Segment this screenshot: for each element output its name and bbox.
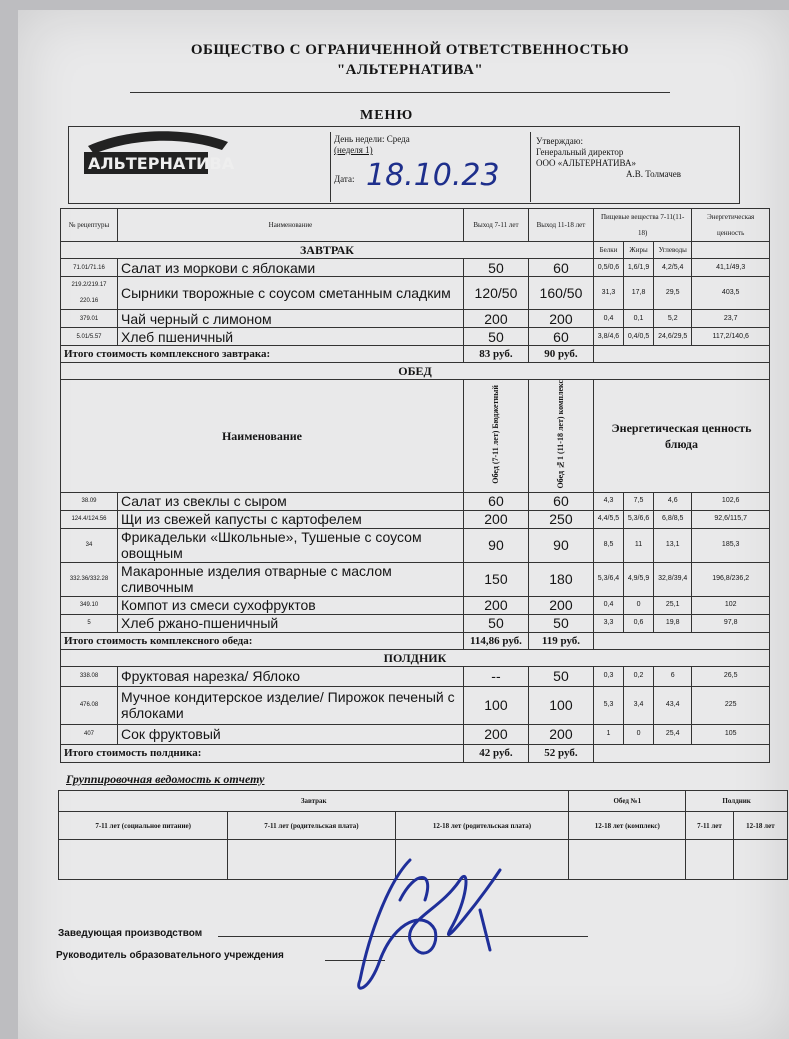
portion-b: 50: [528, 614, 593, 632]
org-name-line2: "АЛЬТЕРНАТИВА": [336, 62, 484, 78]
carbs: 13,1: [654, 528, 692, 562]
fat: 0,6: [624, 614, 654, 632]
group-head-row: [59, 791, 788, 812]
protein: 0,4: [593, 310, 623, 328]
lunch-total-row: [61, 632, 770, 649]
approval-line1: Утверждаю:: [536, 136, 584, 146]
carbs: 25,1: [654, 596, 692, 614]
table-header-row: [61, 209, 770, 242]
organization-header: [110, 40, 710, 80]
week-number: (неделя 1): [334, 145, 373, 155]
protein: 4,4/5,5: [593, 510, 623, 528]
header-nutrients: Пищевые вещества 7-11(11-18): [593, 209, 691, 242]
total-a: 42 руб.: [463, 744, 528, 762]
group-sub-row: [59, 812, 788, 840]
protein: 5,3/6,4: [593, 562, 623, 596]
recipe-code: 5: [61, 614, 118, 632]
protein: 31,3: [593, 277, 623, 310]
recipe-code: 5.01/5.57: [61, 328, 118, 346]
table-row: [61, 596, 770, 614]
logo-text-a: АЛЬТЕРНАТИВА: [88, 154, 235, 173]
portion-b: 200: [528, 596, 593, 614]
table-row: [61, 528, 770, 562]
total-b: 90 руб.: [528, 346, 593, 363]
portion-b: 250: [528, 510, 593, 528]
approval-block: [536, 136, 681, 180]
carbs: 4,2/5,4: [654, 259, 692, 277]
portion-a: 120/50: [463, 277, 528, 310]
lunch-title-row: [61, 363, 770, 380]
recipe-code: 349.10: [61, 596, 118, 614]
protein: 3,3: [593, 614, 623, 632]
lunch-col1-text: Обед (7-11 лет) Бюджетный: [490, 384, 500, 484]
energy: 225: [692, 686, 770, 724]
logo-mark: [78, 128, 308, 192]
portion-b: 60: [528, 259, 593, 277]
handwritten-signature: [340, 840, 530, 1000]
group-v4: [569, 840, 686, 880]
dish-name: Сок фруктовый: [118, 724, 464, 744]
protein: 5,3: [593, 686, 623, 724]
production-signature-label: Заведующая производством: [58, 928, 203, 939]
fat: 0: [624, 596, 654, 614]
energy: 26,5: [692, 666, 770, 686]
menu-table: [60, 208, 770, 763]
fat: 3,4: [624, 686, 654, 724]
carbs: 6,8/8,5: [654, 510, 692, 528]
header-divider: [130, 92, 670, 93]
group-title: Группировочная ведомость к отчету: [66, 772, 265, 786]
group-v5: [686, 840, 734, 880]
snack-title-row: [61, 649, 770, 666]
fat: 0,2: [624, 666, 654, 686]
energy: 196,8/236,2: [692, 562, 770, 596]
energy: 403,5: [692, 277, 770, 310]
total-empty: [593, 346, 769, 363]
section-breakfast: ЗАВТРАК: [61, 242, 594, 259]
dish-name: Щи из свежей капусты с картофелем: [118, 510, 464, 528]
protein: 3,8/4,6: [593, 328, 623, 346]
breakfast-total-row: [61, 346, 770, 363]
portion-b: 100: [528, 686, 593, 724]
dish-name: Мучное кондитерское изделие/ Пирожок печеный с яблоками: [118, 686, 464, 724]
dish-name: Макаронные изделия отварные с маслом сливочным: [118, 562, 464, 596]
approval-line4: А.В. Толмачев: [626, 169, 681, 179]
energy: 41,1/49,3: [692, 259, 770, 277]
portion-a: 200: [463, 724, 528, 744]
group-c3: 12-18 лет (родительская плата): [395, 812, 569, 840]
recipe-code: 38.09: [61, 492, 118, 510]
recipe-code: 332.36/332.28: [61, 562, 118, 596]
table-row: [61, 724, 770, 744]
portion-a: 50: [463, 328, 528, 346]
dish-name: Чай черный с лимоном: [118, 310, 464, 328]
info-divider-1: [330, 132, 331, 202]
header-out1: Выход 7-11 лет: [463, 209, 528, 242]
energy: 105: [692, 724, 770, 744]
portion-a: 200: [463, 510, 528, 528]
header-empty: [692, 242, 770, 259]
lunch-name-header: Наименование: [61, 380, 464, 493]
portion-a: 150: [463, 562, 528, 596]
section-lunch: ОБЕД: [61, 363, 770, 380]
group-snack: Полдник: [686, 791, 788, 812]
fat: 1,6/1,9: [624, 259, 654, 277]
recipe-code: 71.01/71.16: [61, 259, 118, 277]
total-b: 52 руб.: [528, 744, 593, 762]
snack-total-row: [61, 744, 770, 762]
group-c6: 12-18 лет: [733, 812, 787, 840]
portion-a: 90: [463, 528, 528, 562]
table-row: [61, 492, 770, 510]
day-of-week: День недели: Среда: [334, 134, 410, 144]
lunch-col2-text: Обед №1 (11-18 лет) комплекс: [555, 380, 565, 489]
recipe-code: 124.4/124.56: [61, 510, 118, 528]
portion-a: 200: [463, 596, 528, 614]
carbs: 25,4: [654, 724, 692, 744]
portion-b: 160/50: [528, 277, 593, 310]
date-handwritten: 18.10.23: [366, 158, 500, 193]
carbs: 4,6: [654, 492, 692, 510]
lunch-col1-header: [463, 380, 528, 493]
lunch-energy-header: Энергетическая ценность блюда: [593, 380, 769, 493]
carbs: 43,4: [654, 686, 692, 724]
portion-a: 100: [463, 686, 528, 724]
group-c1: 7-11 лет (социальное питание): [59, 812, 228, 840]
portion-b: 200: [528, 724, 593, 744]
org-name-line1: ОБЩЕСТВО С ОГРАНИЧЕННОЙ ОТВЕТСТВЕННОСТЬЮ: [190, 42, 630, 58]
portion-a: 50: [463, 259, 528, 277]
header-fat: Жиры: [624, 242, 654, 259]
portion-b: 180: [528, 562, 593, 596]
dish-name: Хлеб пшеничный: [118, 328, 464, 346]
breakfast-title-row: [61, 242, 770, 259]
total-a: 114,86 руб.: [463, 632, 528, 649]
fat: 7,5: [624, 492, 654, 510]
day-info: [334, 134, 410, 156]
company-logo: [78, 128, 308, 192]
table-row: [61, 562, 770, 596]
protein: 0,4: [593, 596, 623, 614]
portion-b: 60: [528, 492, 593, 510]
carbs: 29,5: [654, 277, 692, 310]
table-row: [61, 310, 770, 328]
header-name: Наименование: [118, 209, 464, 242]
dish-name: Фруктовая нарезка/ Яблоко: [118, 666, 464, 686]
portion-b: 50: [528, 666, 593, 686]
recipe-code: 34: [61, 528, 118, 562]
section-snack: ПОЛДНИК: [61, 649, 770, 666]
carbs: 32,8/39,4: [654, 562, 692, 596]
recipe-code: 338.08: [61, 666, 118, 686]
protein: 8,5: [593, 528, 623, 562]
total-empty: [593, 744, 769, 762]
table-row: [61, 666, 770, 686]
header-energy: Энергетическая ценность: [692, 209, 770, 242]
group-v1: [59, 840, 228, 880]
protein: 1: [593, 724, 623, 744]
carbs: 19,8: [654, 614, 692, 632]
dish-name: Салат из свеклы с сыром: [118, 492, 464, 510]
dish-name: Компот из смеси сухофруктов: [118, 596, 464, 614]
info-divider-2: [530, 132, 531, 202]
fat: 0: [624, 724, 654, 744]
lunch-col2-header: [528, 380, 593, 493]
protein: 4,3: [593, 492, 623, 510]
energy: 97,8: [692, 614, 770, 632]
recipe-code: 407: [61, 724, 118, 744]
total-label: Итого стоимость полдника:: [61, 744, 464, 762]
carbs: 24,6/29,5: [654, 328, 692, 346]
menu-title: МЕНЮ: [360, 108, 414, 123]
approval-line2: Генеральный директор: [536, 147, 624, 157]
date-label: Дата:: [334, 174, 355, 184]
table-row: [61, 686, 770, 724]
portion-b: 90: [528, 528, 593, 562]
total-label: Итого стоимость комплексного завтрака:: [61, 346, 464, 363]
portion-a: --: [463, 666, 528, 686]
portion-b: 200: [528, 310, 593, 328]
group-c2: 7-11 лет (родительская плата): [228, 812, 395, 840]
table-row: [61, 614, 770, 632]
group-lunch: Обед №1: [569, 791, 686, 812]
dish-name: Фрикадельки «Школьные», Тушеные с соусом овощным: [118, 528, 464, 562]
dish-name: Хлеб ржано-пшеничный: [118, 614, 464, 632]
group-c4: 12-18 лет (комплекс): [569, 812, 686, 840]
protein: 0,3: [593, 666, 623, 686]
total-empty: [593, 632, 769, 649]
portion-b: 60: [528, 328, 593, 346]
group-v6: [733, 840, 787, 880]
fat: 4,9/5,9: [624, 562, 654, 596]
table-row: [61, 277, 770, 310]
lunch-header-row: [61, 380, 770, 493]
fat: 0,1: [624, 310, 654, 328]
dish-name: Сырники творожные с соусом сметанным сладким: [118, 277, 464, 310]
carbs: 5,2: [654, 310, 692, 328]
fat: 0,4/0,5: [624, 328, 654, 346]
carbs: 6: [654, 666, 692, 686]
header-carbs: Углеводы: [654, 242, 692, 259]
dish-name: Салат из моркови с яблоками: [118, 259, 464, 277]
group-breakfast: Завтрак: [59, 791, 569, 812]
energy: 92,6/115,7: [692, 510, 770, 528]
portion-a: 60: [463, 492, 528, 510]
total-a: 83 руб.: [463, 346, 528, 363]
energy: 102: [692, 596, 770, 614]
protein: 0,5/0,6: [593, 259, 623, 277]
energy: 185,3: [692, 528, 770, 562]
total-b: 119 руб.: [528, 632, 593, 649]
energy: 102,6: [692, 492, 770, 510]
header-recipe: № рецептуры: [61, 209, 118, 242]
approval-line3: ООО «АЛЬТЕРНАТИВА»: [536, 158, 636, 168]
recipe-code: 476.08: [61, 686, 118, 724]
energy: 23,7: [692, 310, 770, 328]
table-row: [61, 328, 770, 346]
header-protein: Белки: [593, 242, 623, 259]
recipe-code: 379.01: [61, 310, 118, 328]
portion-a: 50: [463, 614, 528, 632]
portion-a: 200: [463, 310, 528, 328]
table-row: [61, 259, 770, 277]
fat: 11: [624, 528, 654, 562]
total-label: Итого стоимость комплексного обеда:: [61, 632, 464, 649]
fat: 17,8: [624, 277, 654, 310]
header-out2: Выход 11-18 лет: [528, 209, 593, 242]
table-row: [61, 510, 770, 528]
energy: 117,2/140,6: [692, 328, 770, 346]
fat: 5,3/6,6: [624, 510, 654, 528]
recipe-code: 219.2/219.17 220.16: [61, 277, 118, 310]
group-c5: 7-11 лет: [686, 812, 734, 840]
head-signature-label: Руководитель образовательного учреждения: [56, 950, 284, 961]
